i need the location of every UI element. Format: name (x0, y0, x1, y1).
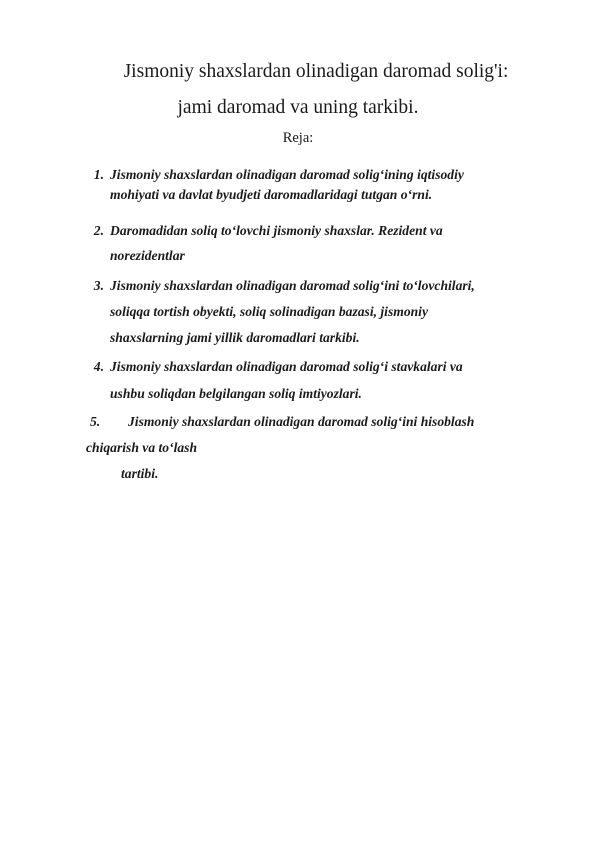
plan-item-2-line-2: norezidentlar (110, 248, 185, 263)
plan-item-5-line-1: Jismoniy shaxslardan olinadigan daromad solig‘ini hisoblash (128, 414, 475, 429)
plan-item-2-number: 2. (93, 223, 104, 238)
plan-item-3-line-1: Jismoniy shaxslardan olinadigan daromad solig‘ini to‘lovchilari, (110, 278, 475, 293)
plan-item-5-line-3: tartibi. (121, 466, 159, 481)
plan-item-1-number: 1. (93, 167, 104, 182)
plan-item-1-line-1: Jismoniy shaxslardan olinadigan daromad solig‘ining iqtisodiy (110, 167, 464, 182)
document-title-line-2: jami daromad va uning tarkibi. (177, 97, 419, 118)
plan-item-2-line-1: Daromadidan soliq to‘lovchi jismoniy shaxslar. Rezident va (110, 223, 443, 238)
plan-item-4-number: 4. (93, 359, 104, 374)
plan-heading: Reja: (282, 130, 314, 146)
plan-item-4-line-2: ushbu soliqdan belgilangan soliq imtiyozlari. (110, 386, 362, 401)
plan-item-1-line-2: mohiyati va davlat byudjeti daromadlaridagi tutgan o‘rni. (110, 187, 433, 202)
document-title-line-1: Jismoniy shaxslardan olinadigan daromad solig'i: (123, 61, 509, 82)
plan-item-4-line-1: Jismoniy shaxslardan olinadigan daromad solig‘i stavkalari va (110, 359, 463, 374)
plan-item-5-number: 5. (90, 414, 101, 429)
plan-item-3-number: 3. (93, 278, 104, 293)
plan-item-5-line-2: chiqarish va to‘lash (86, 440, 198, 455)
plan-item-3-line-3: shaxslarning jami yillik daromadlari tarkibi. (110, 330, 360, 345)
plan-item-3-line-2: soliqqa tortish obyekti, soliq solinadigan bazasi, jismoniy (110, 304, 428, 319)
